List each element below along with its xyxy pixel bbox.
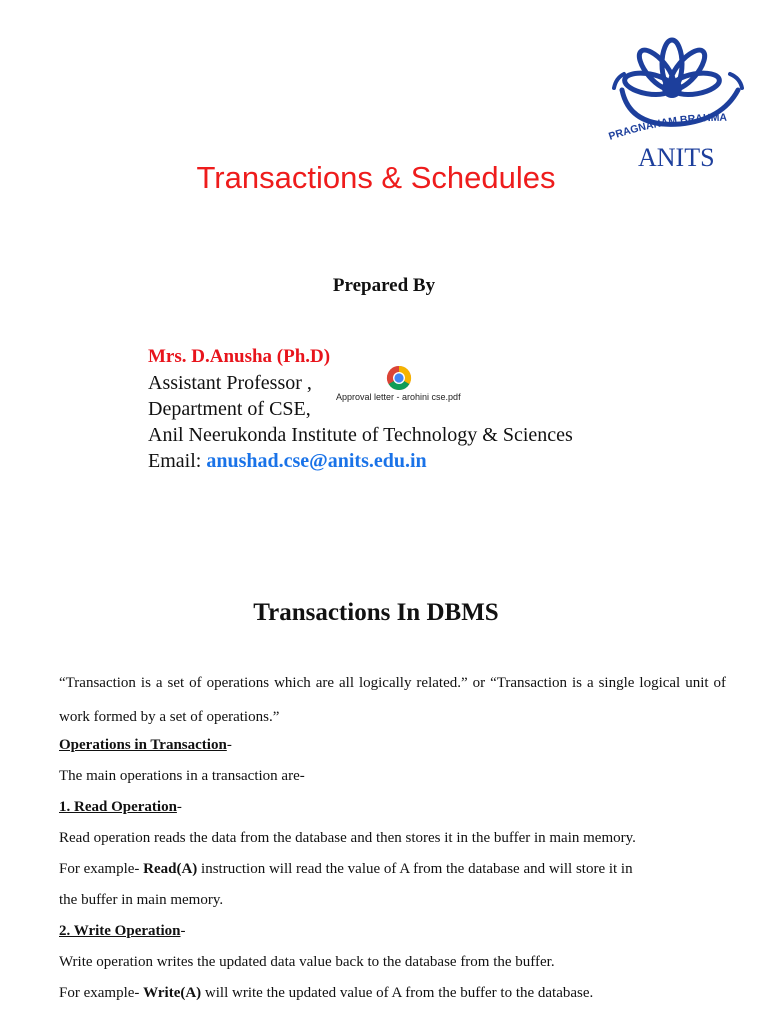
write-example-line	[59, 982, 726, 1013]
chrome-icon	[386, 365, 412, 391]
logo-name: ANITS	[638, 143, 715, 172]
heading-dash: -	[176, 799, 182, 815]
read-heading-row	[59, 796, 726, 827]
heading-dash: -	[226, 737, 232, 753]
email-link[interactable]: anushad.cse@anits.edu.in	[206, 450, 427, 472]
author-email-line	[148, 448, 573, 474]
anits-logo-graphic	[600, 28, 760, 178]
author-department: Department of CSE,	[148, 398, 311, 420]
read-example-code: Read(A)	[143, 861, 198, 877]
read-description: Read operation reads the data from the database and then stores it in the buffer in main memory.	[59, 830, 636, 846]
read-example-line	[59, 858, 726, 889]
heading-dash: -	[180, 923, 186, 939]
email-label: Email:	[148, 450, 207, 472]
write-example-code: Write(A)	[143, 985, 202, 1001]
operations-heading: Operations in Transaction	[59, 737, 227, 753]
example-prefix: For example-	[59, 985, 144, 1001]
read-operation-heading: 1. Read Operation	[59, 799, 177, 815]
transaction-definition: “Transaction is a set of operations which are all logically related.” or “Transaction is a single logical unit of work formed by a set of operations.”	[59, 675, 726, 725]
page-title: Transactions & Schedules	[196, 160, 556, 195]
example-prefix: For example-	[59, 861, 144, 877]
anits-logo	[600, 28, 760, 178]
section-title: Transactions In DBMS	[253, 599, 499, 626]
document-body	[59, 666, 726, 1013]
operations-heading-row	[59, 734, 726, 765]
read-example-text: instruction will read the value of A from the database and will store it in	[197, 861, 633, 877]
write-operation-heading: 2. Write Operation	[59, 923, 181, 939]
write-description: Write operation writes the updated data value back to the database from the buffer.	[59, 954, 555, 970]
write-heading-row	[59, 920, 726, 951]
read-example-continuation: the buffer in main memory.	[59, 892, 224, 908]
file-chip[interactable]	[336, 364, 476, 406]
file-chip-label: Approval letter - arohini cse.pdf	[336, 392, 461, 402]
author-name: Mrs. D.Anusha (Ph.D)	[148, 346, 331, 367]
write-example-text: will write the updated value of A from the buffer to the database.	[201, 985, 594, 1001]
author-institute: Anil Neerukonda Institute of Technology & Sciences	[148, 424, 573, 446]
logo-motto: PRAGNANAM BRAHMA	[607, 111, 728, 143]
operations-intro: The main operations in a transaction are-	[59, 768, 305, 784]
author-designation: Assistant Professor ,	[148, 372, 312, 394]
prepared-by-label: Prepared By	[332, 275, 436, 296]
